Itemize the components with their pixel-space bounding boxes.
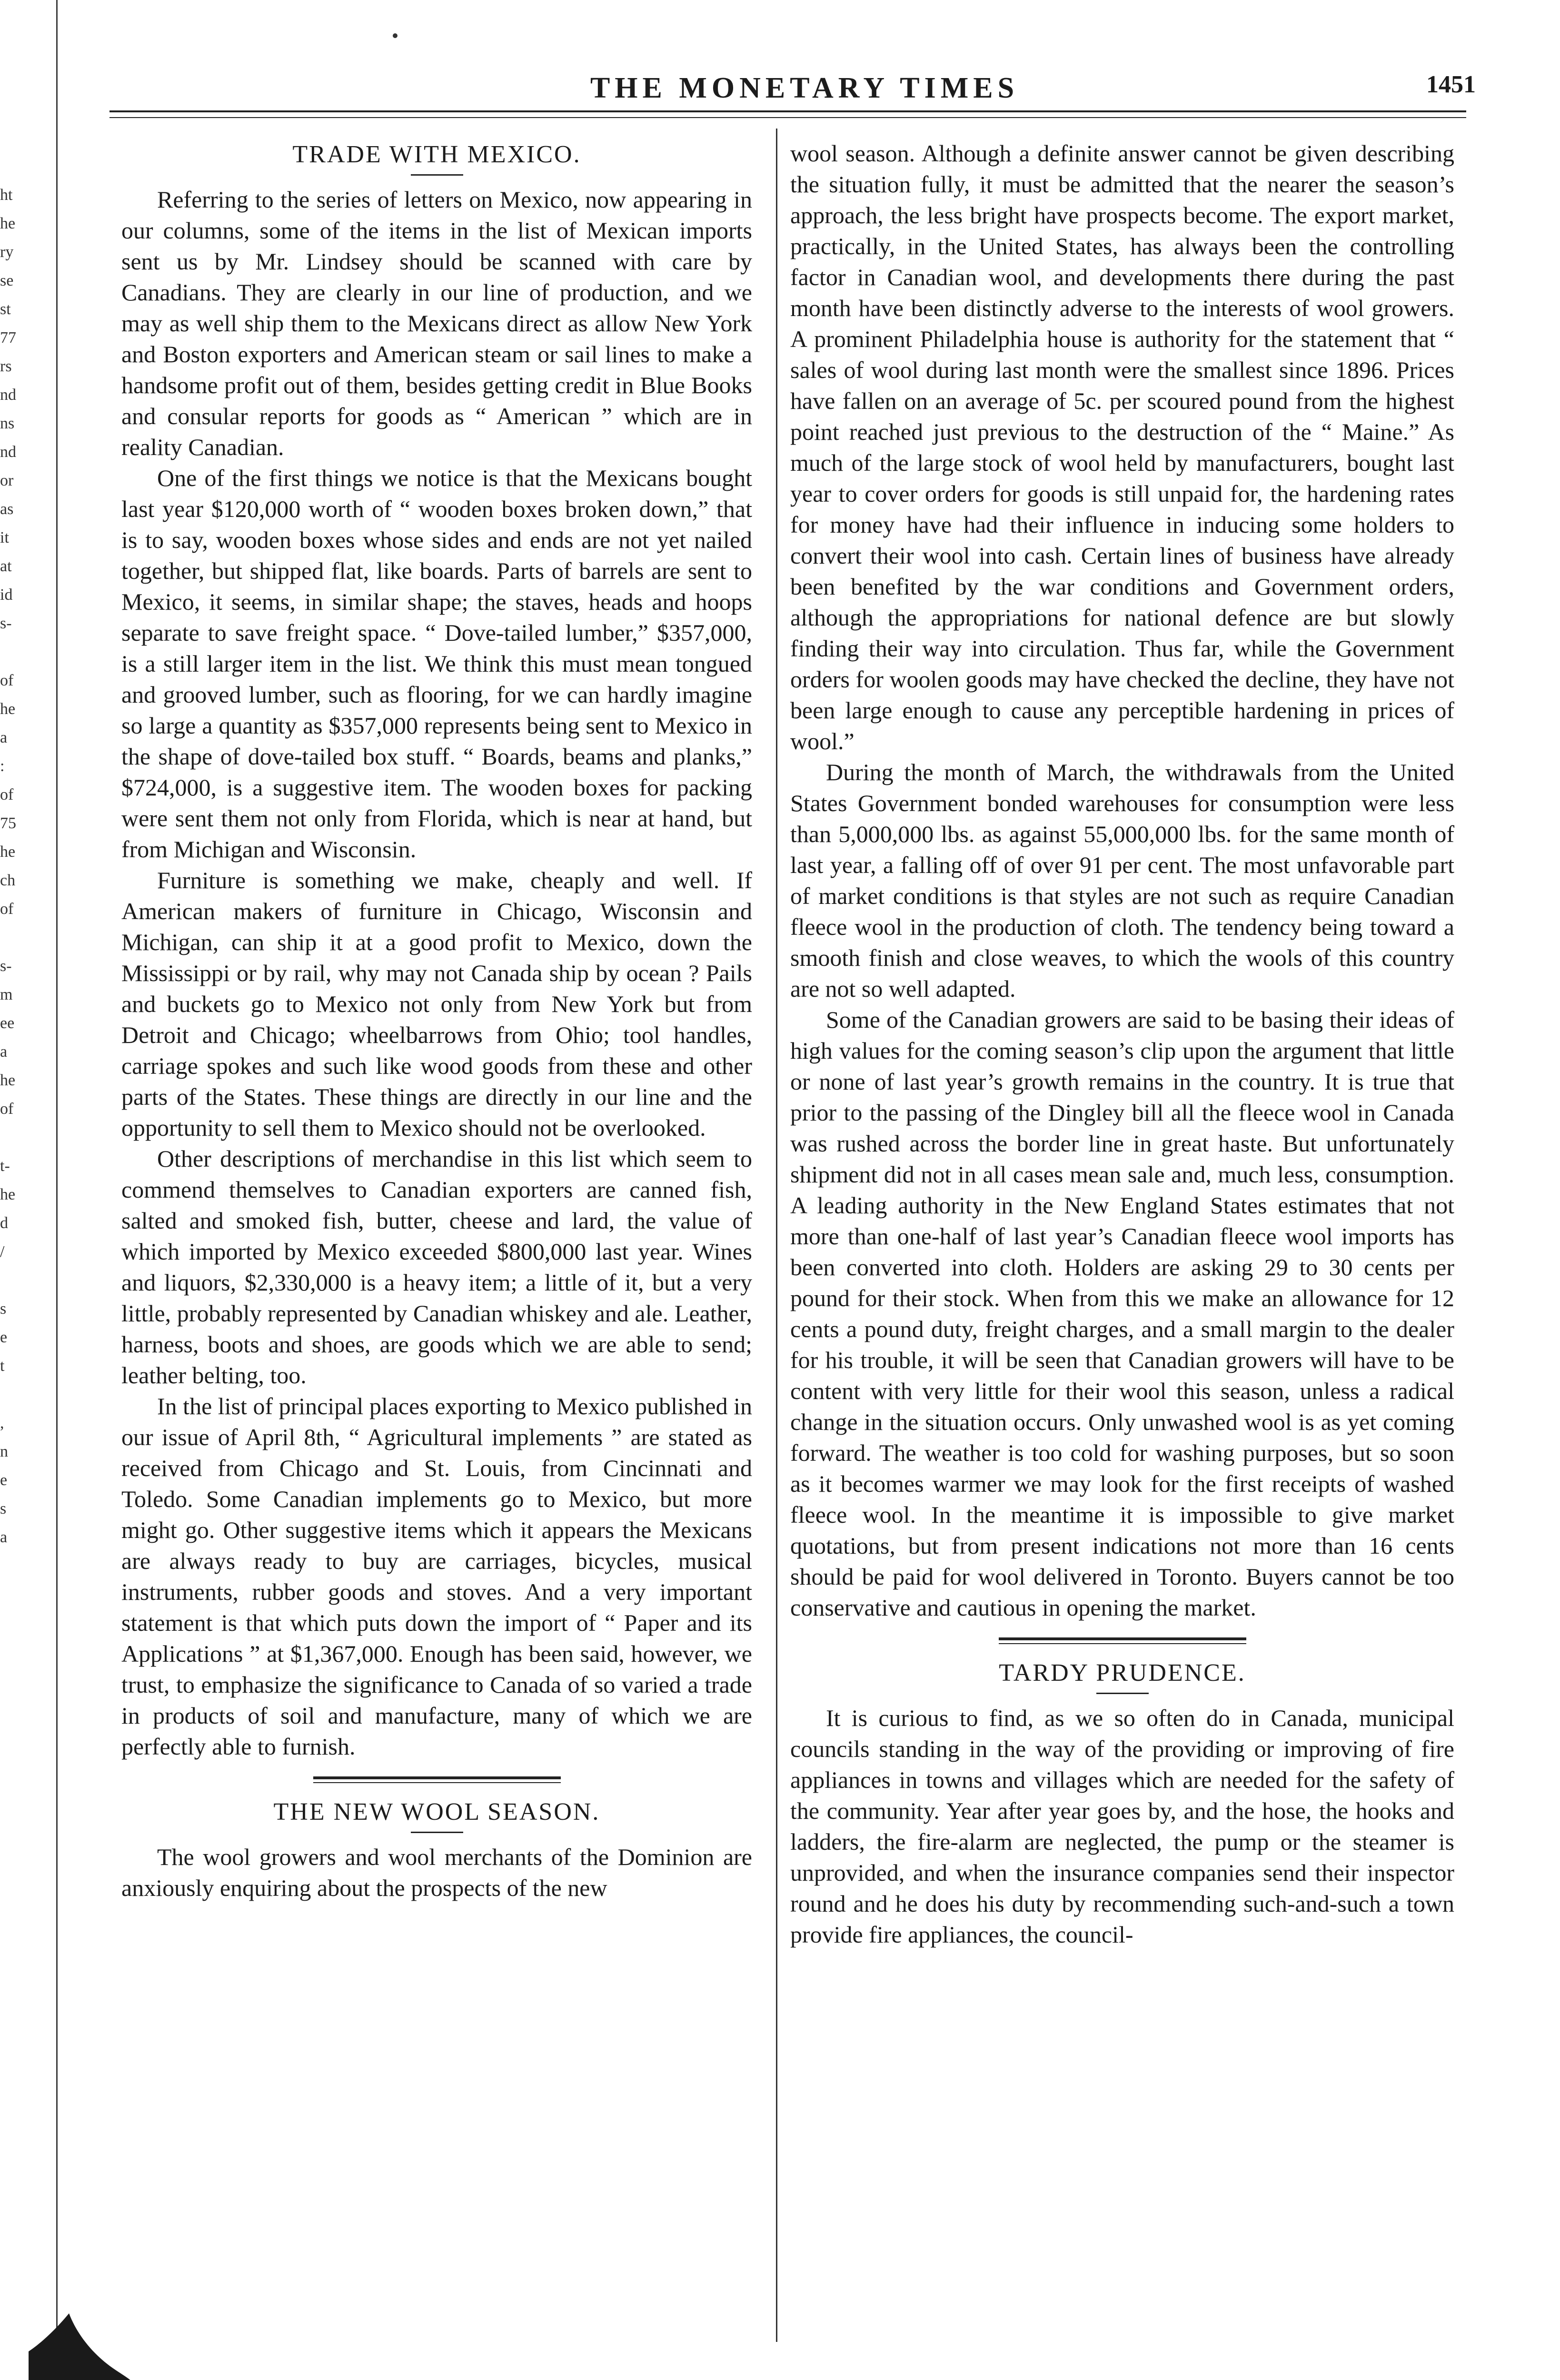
bleed-fragment: , xyxy=(0,1414,4,1432)
bleed-fragment: ht xyxy=(0,186,13,204)
right-column xyxy=(790,138,1454,1950)
section-divider-thin xyxy=(999,1643,1246,1644)
bleed-fragment: he xyxy=(0,700,16,718)
bleed-fragment xyxy=(0,1123,29,1152)
bleed-fragment: a xyxy=(0,1528,8,1546)
paragraph: Some of the Canadian growers are said to be basing their ideas of high values for the coming season’s clip upon the argument that little or none of last year’s growth remains in the country. It is true that prior to the passing of the Dingley bill all the fleece wool in Canada was rushed across the border line in great haste. But unfortunately shipment did not in all cases mean sale and, much less, consumption. A leading authority in the New England States estimates that not more than one-half of last year’s Canadian fleece wool imports has been converted into cloth. Holders are asking 29 to 30 cents per pound for their stock. When from this we make an allowance for 12 cents a pound duty, freight charges, and a small margin to the dealer for his trouble, it will be seen that Canadian growers will have to be content with very little for their wool this season, unless a radical change in the situation occurs. Only unwashed wool is as yet coming forward. The weather is too cold for washing purposes, but so soon as it becomes warmer we may look for the first receipts of washed fleece wool. In the meantime it is impossible to give market quotations, but from present indications not more than 16 cents should be paid for wool delivered in Toronto. Buyers cannot be too conservative and cautious in opening the market. xyxy=(790,1006,1454,1621)
bleed-fragment: at xyxy=(0,557,12,575)
bleed-fragment: he xyxy=(0,1186,16,1203)
page-binding-edge xyxy=(56,0,58,2380)
bleed-fragment: s- xyxy=(0,615,12,632)
ink-blot-shadow xyxy=(29,2309,133,2380)
bleed-fragment: / xyxy=(0,1243,5,1260)
section-divider-thick xyxy=(313,1776,561,1779)
bleed-fragment: nd xyxy=(0,386,16,404)
page-number: 1451 xyxy=(1426,71,1476,98)
bleed-fragment: as xyxy=(0,500,14,518)
section-divider-thin xyxy=(313,1782,561,1783)
bleed-fragment: : xyxy=(0,757,5,775)
bleed-fragment: rs xyxy=(0,357,12,375)
bleed-fragment: nd xyxy=(0,443,16,461)
bleed-fragment: t xyxy=(0,1357,5,1375)
paragraph: During the month of March, the withdrawals from the United States Government bonded warehouses for consumption were less than 5,000,000 lbs. as against 55,000,000 lbs. for the same month of last year, a falling off of over 91 per cent. The most unfavorable part of market conditions is that styles are not such as require Canadian fleece wool in the production of cloth. The tendency being toward a smooth finish and close weaves, to which the wools of this country are not so well adapted. xyxy=(790,759,1454,1002)
left-column xyxy=(121,138,752,1904)
paragraph: It is curious to find, as we so often do in Canada, municipal councils standing in the way of the providing or improving of fire appliances in towns and villages which are needed for the safety of the community. Year after year goes by, and the hose, the hooks and ladders, the fire-alarm are neglected, the pump or the steamer is unprovided, and when the insurance companies send their inspector round and he does his duty by recommending such-and-such a town provide fire appliances, the council- xyxy=(790,1705,1454,1948)
bleed-fragment: of xyxy=(0,786,14,803)
article-title-trade-with-mexico: TRADE WITH MEXICO. xyxy=(292,141,581,168)
bleed-fragment: ry xyxy=(0,243,14,261)
bleed-fragment xyxy=(0,1380,29,1409)
bleed-fragment: id xyxy=(0,586,13,604)
section-divider-thick xyxy=(999,1637,1246,1640)
title-rule xyxy=(411,174,463,176)
bleed-fragment: se xyxy=(0,272,14,289)
bleed-fragment: t- xyxy=(0,1157,10,1175)
title-rule xyxy=(1096,1693,1149,1694)
bleed-fragment: it xyxy=(0,529,9,546)
bleed-fragment: 77 xyxy=(0,329,16,347)
bleed-fragment: he xyxy=(0,215,16,232)
bleed-fragment xyxy=(0,923,29,952)
bleed-fragment: s xyxy=(0,1500,7,1517)
bleed-fragment: ch xyxy=(0,872,16,889)
column-divider xyxy=(776,129,777,2342)
paragraph: Other descriptions of merchandise in this list which seem to commend themselves to Canadian exporters are canned fish, salted and smoked fish, butter, cheese and lard, the value of which imported by Mexico exceeded $800,000 last year. Wines and liquors, $2,330,000 is a heavy item; a little of it, but a very little, probably represented by Canadian whiskey and ale. Leather, harness, boots and shoes, are goods which we are able to send; leather belting, too. xyxy=(121,1145,752,1388)
ink-speck xyxy=(393,33,397,38)
bleed-fragment: of xyxy=(0,672,14,689)
bleed-fragment: a xyxy=(0,729,8,746)
header-rule xyxy=(109,110,1466,112)
paragraph: The wool growers and wool merchants of the Dominion are anxiously enquiring about the prospects of the new xyxy=(121,1844,752,1901)
bleed-fragment: ee xyxy=(0,1014,15,1032)
bleed-fragment: d xyxy=(0,1214,8,1232)
bleed-fragment xyxy=(0,638,29,666)
adjacent-page-bleed xyxy=(0,181,29,1552)
publication-title: THE MONETARY TIMES xyxy=(590,72,1019,104)
bleed-fragment: a xyxy=(0,1043,8,1061)
bleed-fragment: he xyxy=(0,1071,16,1089)
bleed-fragment xyxy=(0,1266,29,1295)
paragraph: In the list of principal places exporting to Mexico published in our issue of April 8th, “ Agricultural implements ” are stated as received from Chicago and St. Louis, from Cincinnati and Toledo. Some Canadian implements go to Mexico, but more might go. Other suggestive items which it appears the Mexicans are always ready to buy are carriages, bicycles, musical instruments, rubber goods and stoves. And a very important statement is that which puts down the import of “ Paper and its Applications ” at $1,367,000. Enough has been said, however, we trust, to emphasize the significance to Canada of so varied a trade in products of soil and manufacture, many of which we are perfectly able to furnish. xyxy=(121,1393,752,1760)
title-rule xyxy=(411,1832,463,1833)
bleed-fragment: of xyxy=(0,900,14,918)
running-header xyxy=(114,67,1495,109)
paragraph: Furniture is something we make, cheaply and well. If American makers of furniture in Chicago, Wisconsin and Michigan, can ship it at a good profit to Mexico, down the Mississippi or by rail, why may not Canada ship by ocean ? Pails and buckets go to Mexico not only from New York but from Detroit and Chicago; wheelbarrows from Ohio; tool handles, carriage spokes and such like wood goods from these and other parts of the States. These things are directly in our line and the opportunity to sell them to Mexico should not be overlooked. xyxy=(121,867,752,1141)
bleed-fragment: ns xyxy=(0,415,15,432)
header-rule-thin xyxy=(109,117,1466,118)
bleed-fragment: 75 xyxy=(0,814,16,832)
bleed-fragment: e xyxy=(0,1329,8,1346)
paragraph: Referring to the series of letters on Mexico, now appearing in our columns, some of the items in the list of Mexican imports sent us by Mr. Lindsey should be scanned with care by Canadians. They are clearly in our line of production, and we may as well ship them to the Mexicans direct as allow New York and Boston exporters and American steam or sail lines to make a handsome profit out of them, besides getting credit in Blue Books and consular reports for goods as “ American ” which are in reality Canadian. xyxy=(121,186,752,460)
bleed-fragment: of xyxy=(0,1100,14,1118)
article-title-new-wool-season: THE NEW WOOL SEASON. xyxy=(273,1798,600,1825)
bleed-fragment: n xyxy=(0,1443,8,1460)
bleed-fragment: s xyxy=(0,1300,7,1318)
bleed-fragment: or xyxy=(0,472,14,489)
paragraph-continued: wool season. Although a definite answer cannot be given describing the situation fully, it must be admitted that the nearer the season’s approach, the less bright have prospects become. The export market, practically, in the United States, has always been the controlling factor in Canadian wool, and developments there during the past month have been distinctly adverse to the interests of wool growers. A prominent Philadelphia house is authority for the statement that “ sales of wool during last month were the smallest since 1896. Prices have fallen on an average of 5c. per scoured pound from the highest point reached just previous to the destruction of the “ Maine.” As much of the large stock of wool held by manufacturers, bought last year to cover orders for goods is still unpaid for, the hardening rates for money have had their influence in inducing some holders to convert their wool into cash. Certain lines of business have already been benefited by the war conditions and Government orders, although the appropriations for national defence are but slowly finding their way into circulation. Thus far, while the Government orders for woolen goods may have checked the decline, they have not been large enough to cause any perceptible hardening in prices of wool.” xyxy=(790,140,1454,754)
bleed-fragment: m xyxy=(0,986,13,1003)
paragraph: One of the first things we notice is that the Mexicans bought last year $120,000 worth of “ wooden boxes broken down,” that is to say, wooden boxes whose sides and ends are not yet nailed together, but shipped flat, like boards. Parts of barrels are sent to Mexico, it seems, in similar shape; the staves, heads and hoops separate to save freight space. “ Dove-tailed lumber,” $357,000, is a still larger item in the list. We think this must mean tongued and grooved lumber, such as flooring, for we can hardly imagine so large a quantity as $357,000 represents being sent to Mexico in the shape of dove-tailed box stuff. “ Boards, beams and planks,” $724,000, is a suggestive item. The wooden boxes for packing were sent them not only from Florida, which is near at hand, but from Michigan and Wisconsin. xyxy=(121,465,752,863)
bleed-fragment: e xyxy=(0,1471,8,1489)
article-title-tardy-prudence: TARDY PRUDENCE. xyxy=(999,1659,1246,1686)
bleed-fragment: st xyxy=(0,300,11,318)
bleed-fragment: he xyxy=(0,843,16,861)
bleed-fragment: s- xyxy=(0,957,12,975)
